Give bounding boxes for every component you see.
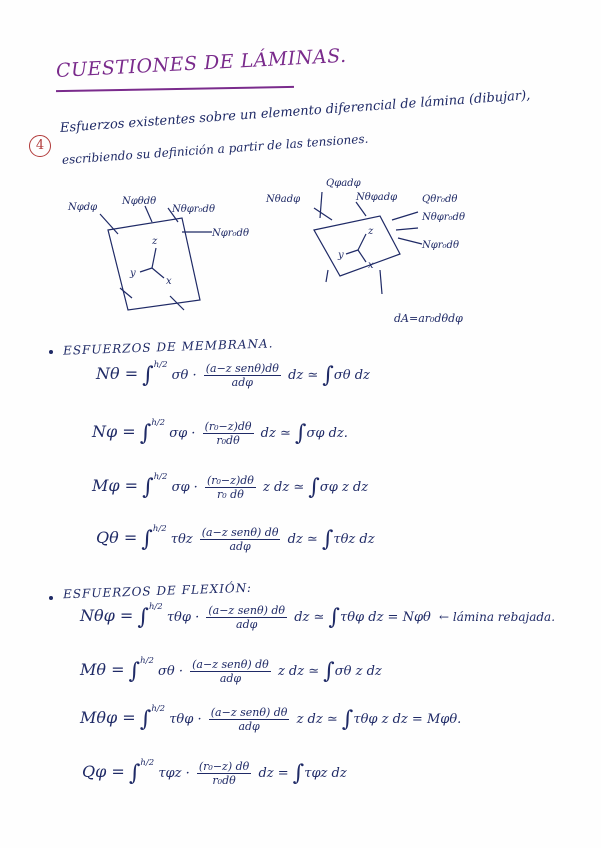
axis-z-line	[358, 234, 366, 250]
label-n-thetaphi-right: Nθφr₀dθ	[422, 212, 465, 223]
label-q-theta: Qθr₀dθ	[422, 194, 458, 205]
arrow-bottom-right	[380, 270, 382, 294]
arrow-q-theta	[392, 212, 418, 220]
flexion-eq-1: Nθφ = ∫$^{h/2}$ τθφ · $\frac{\text{(a−z senθ) dθ}}{\text{adφ}}$ dz ≃ ∫τθφ dz = Nφθ ← lámina rebajada.	[80, 602, 556, 631]
membrane-eq-4: Qθ = ∫$^{h/2}$ τθz $\frac{\text{(a−z senθ) dθ}}{\text{adφ}}$ dz ≃ ∫τθz dz	[96, 524, 375, 553]
label-q-phi: Qφadφ	[326, 178, 361, 189]
page-title: CUESTIONES DE LÁMINAS.	[55, 44, 348, 82]
label-n-thetaphi: Nθφadφ	[356, 192, 398, 203]
label-y: y	[130, 268, 136, 279]
arrow-bottom-left	[326, 270, 328, 282]
question-text-line1: Esfuerzos existentes sobre un elemento diferencial de lámina (dibujar),	[59, 88, 531, 136]
right-element-diagram	[262, 172, 512, 302]
axis-x-line	[358, 250, 366, 262]
arrow-q-phi	[320, 192, 322, 218]
membrane-eq-1: Nθ = ∫$^{h/2}$ σθ · $\frac{\text{(a−z senθ)dθ}}{\text{adφ}}$ dz ≃ ∫σθ dz	[96, 360, 370, 389]
label-n-phi-right: Nφr₀dθ	[422, 240, 459, 251]
title-underline	[56, 86, 294, 92]
axis-y-line	[346, 250, 358, 254]
label-x: x	[166, 276, 172, 287]
membrane-eq-2: Nφ = ∫$^{h/2}$ σφ · $\frac{\text{(r₀−z)dθ}}{\text{r₀dθ}}$ dz ≃ ∫σφ dz.	[92, 418, 348, 447]
label-z: z	[152, 236, 158, 247]
element-outline	[314, 216, 400, 276]
arrow-n-phi-right	[398, 238, 422, 244]
integral-sign: ∫	[142, 363, 154, 388]
label-n-phitheta: Nφθdθ	[122, 196, 157, 207]
label-z: z	[368, 226, 374, 237]
arrow-n-thetaphi-right	[396, 228, 418, 230]
eq-lhs: Nθ =	[96, 364, 139, 383]
flexion-heading: ESFUERZOS DE FLEXIÓN:	[62, 580, 253, 602]
label-x: x	[368, 260, 374, 271]
arrow-left	[120, 288, 132, 298]
flexion-eq-2: Mθ = ∫$^{h/2}$ σθ · $\frac{\text{(a−z senθ) dθ}}{\text{adφ}}$ z dz ≃ ∫σθ z dz	[80, 656, 382, 685]
question-text-line2: escribiendo su definición a partir de las tensiones.	[61, 131, 369, 167]
arrow-n-phi	[100, 214, 118, 234]
flexion-eq-4: Qφ = ∫$^{h/2}$ τφz · $\frac{\text{(r₀−z) dθ}}{\text{r₀dθ}}$ dz = ∫τφz dz	[82, 758, 347, 787]
label-n-phi-right: Nφr₀dθ	[212, 228, 249, 239]
area-formula: dA=ar₀dθdφ	[394, 312, 463, 325]
label-y: y	[338, 250, 344, 261]
axis-y-line	[140, 268, 152, 272]
flexion-eq-3: Mθφ = ∫$^{h/2}$ τθφ · $\frac{\text{(a−z senθ) dθ}}{\text{adφ}}$ z dz ≃ ∫τθφ z dz = Mφθ.	[80, 704, 462, 733]
axis-z-line	[152, 248, 156, 268]
question-number-circle: 4	[29, 135, 51, 157]
label-n-thetaphi: Nθφr₀dθ	[172, 204, 215, 215]
arrow-n-phitheta	[145, 206, 152, 222]
membrane-heading: ESFUERZOS DE MEMBRANA.	[62, 336, 274, 358]
bullet-flexion	[49, 596, 53, 600]
membrane-eq-3: Mφ = ∫$^{h/2}$ σφ · $\frac{\text{(r₀−z)dθ}}{\text{r₀ dθ}}$ z dz ≃ ∫σφ z dz	[92, 472, 369, 501]
axis-x-line	[152, 268, 164, 278]
label-n-phi: Nφdφ	[68, 202, 98, 213]
left-element-diagram	[60, 190, 260, 320]
arrow-n-thetaphi	[356, 202, 366, 216]
bullet-membrane	[49, 350, 53, 354]
label-n-theta: Nθadφ	[266, 194, 301, 205]
arrow-n-theta	[314, 208, 332, 220]
